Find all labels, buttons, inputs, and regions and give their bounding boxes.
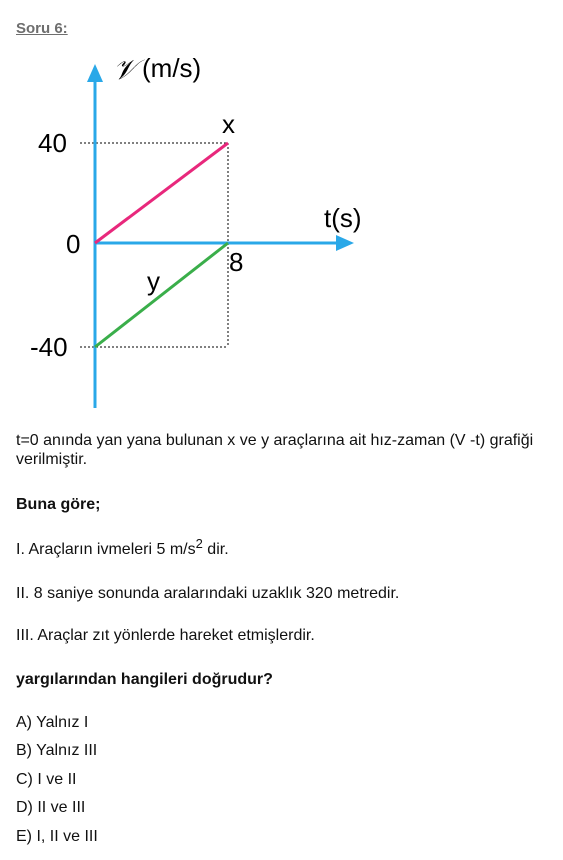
statement-1-tail: dir.	[202, 541, 229, 558]
x-axis-label: t(s)	[324, 203, 362, 233]
series-y-line	[95, 243, 228, 347]
tick-label-8: 8	[229, 247, 244, 277]
statement-1-sup: 2	[195, 536, 203, 551]
statement-2: II. 8 saniye sonunda aralarındaki uzaklık 320 metredir.	[16, 585, 400, 602]
question-text: yargılarından hangileri doğrudur?	[16, 671, 273, 688]
y-axis-symbol: 𝒱	[113, 53, 137, 86]
question-header: Soru 6:	[16, 20, 68, 37]
statement-1	[16, 536, 229, 559]
series-label-x: x	[222, 109, 235, 139]
y-axis-unit: (m/s)	[142, 53, 202, 83]
option-e[interactable]: E) I, II ve III	[16, 828, 98, 845]
option-c[interactable]: C) I ve II	[16, 771, 77, 788]
tick-label-0: 0	[66, 229, 81, 259]
option-b[interactable]: B) Yalnız III	[16, 742, 98, 759]
statement-1-main: I. Araçların ivmeleri 5 m/s	[16, 541, 196, 558]
series-label-y: y	[147, 266, 160, 296]
velocity-time-graph	[0, 0, 563, 420]
tick-label-neg40: -40	[30, 332, 68, 362]
intro-text: t=0 anında yan yana bulunan x ve y araçlarına ait hız-zaman (V -t) grafiği verilmiştir.	[16, 432, 534, 468]
x-axis-arrow	[336, 235, 354, 251]
option-d[interactable]: D) II ve III	[16, 799, 86, 816]
statement-3: III. Araçlar zıt yönlerde hareket etmişlerdir.	[16, 627, 315, 644]
y-axis-arrow	[87, 64, 103, 82]
series-x-line	[95, 143, 228, 243]
tick-label-40: 40	[38, 128, 67, 158]
option-a[interactable]: A) Yalnız I	[16, 714, 89, 731]
prompt-text: Buna göre;	[16, 496, 101, 513]
